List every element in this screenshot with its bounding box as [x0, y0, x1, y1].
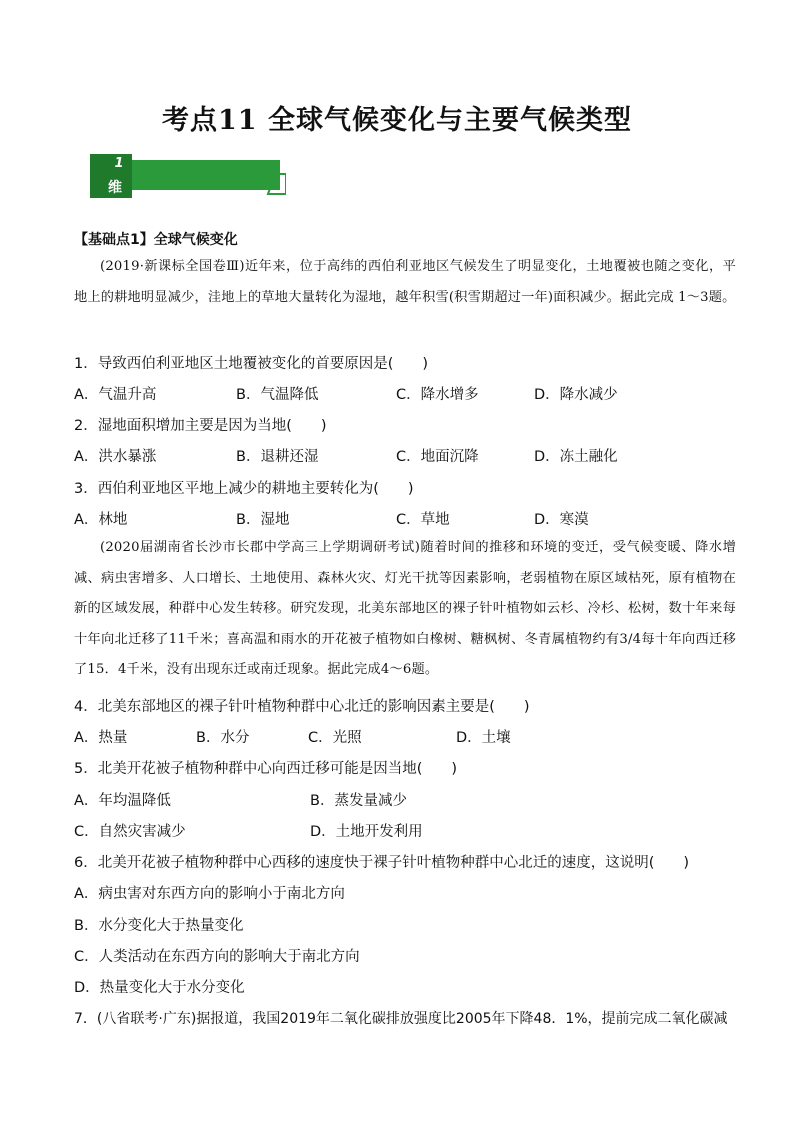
- page-title: 考点11 全球气候变化与主要气候类型: [162, 105, 632, 136]
- question-3-stem: 3．西伯利亚地区平地上减少的耕地主要转化为( ): [74, 481, 414, 497]
- q5-option-d: D．土地开发利用: [310, 824, 423, 840]
- q2-option-d: D．冻土融化: [534, 449, 618, 465]
- question-6-stem: 6．北美开花被子植物种群中心西移的速度快于裸子针叶植物种群中心北迁的速度，这说明( ): [74, 855, 690, 871]
- badge-dimension: 维: [108, 180, 122, 196]
- passage-2: (2020届湖南省长沙市长郡中学高三上学期调研考试)随着时间的推移和环境的变迁，受气候变暖、降水增减、病虫害增多、人口增长、土地使用、森林火灾、灯光干扰等因素影响，老弱植物在原区域枯死，原有植物在新的区域发展，种群中心发生转移。研究发现，北美东部地区的裸子针叶植物如云杉、冷杉、松树，数十年来每十年向北迁移了11千米；喜高温和雨水的开花被子植物如白橡树、糖枫树、冬青属植物约有3/4每十年向西迁移了15．4千米，没有出现东迁或南迁现象。据此完成4～6题。: [74, 540, 736, 677]
- q5-option-b: B．蒸发量减少: [310, 793, 407, 809]
- q1-option-d: D．降水减少: [534, 387, 618, 403]
- q5-option-c: C．自然灾害减少: [74, 824, 186, 840]
- q1-option-b: B．气温降低: [236, 387, 319, 403]
- q2-option-c: C．地面沉降: [396, 449, 479, 465]
- q3-option-b: B．湿地: [236, 512, 290, 528]
- badge-label: 夯实基础练: [141, 166, 246, 190]
- q5-option-a: A．年均温降低: [74, 793, 171, 809]
- badge-number: 1: [114, 156, 124, 171]
- q4-option-c: C．光照: [308, 730, 362, 746]
- question-1-stem: 1．导致西伯利亚地区土地覆被变化的首要原因是( ): [74, 356, 429, 372]
- q6-option-c: C．人类活动在东西方向的影响大于南北方向: [74, 949, 360, 965]
- question-4-stem: 4．北美东部地区的裸子针叶植物种群中心北迁的影响因素主要是( ): [74, 699, 530, 715]
- section-heading: 【基础点1】全球气候变化: [74, 232, 238, 248]
- question-7-stem: 7．(八省联考·广东)据报道，我国2019年二氧化碳排放强度比2005年下降48．1%，提前完成二氧化碳减: [74, 1011, 728, 1027]
- passage-1: (2019·新课标全国卷Ⅲ)近年来，位于高纬的西伯利亚地区气候发生了明显变化，土地覆被也随之变化，平地上的耕地明显减少，洼地上的草地大量转化为湿地，越年积雪(积雪期超过一年)面积减少。据此完成 1～3题。: [74, 259, 736, 305]
- q3-option-a: A．林地: [74, 512, 128, 528]
- q4-option-a: A．热量: [74, 730, 128, 746]
- q4-option-d: D．土壤: [456, 730, 511, 746]
- q2-option-a: A．洪水暴涨: [74, 449, 157, 465]
- q6-option-d: D．热量变化大于水分变化: [74, 980, 245, 996]
- q6-option-b: B．水分变化大于热量变化: [74, 918, 244, 934]
- q1-option-a: A．气温升高: [74, 387, 157, 403]
- q2-option-b: B．退耕还湿: [236, 449, 319, 465]
- question-2-stem: 2．湿地面积增加主要是因为当地( ): [74, 418, 327, 434]
- q3-option-c: C．草地: [396, 512, 450, 528]
- question-5-stem: 5．北美开花被子植物种群中心向西迁移可能是因当地( ): [74, 761, 458, 777]
- q4-option-b: B．水分: [196, 730, 250, 746]
- q1-option-c: C．降水增多: [396, 387, 479, 403]
- q6-option-a: A．病虫害对东西方向的影响小于南北方向: [74, 886, 345, 902]
- q3-option-d: D．寒漠: [534, 512, 589, 528]
